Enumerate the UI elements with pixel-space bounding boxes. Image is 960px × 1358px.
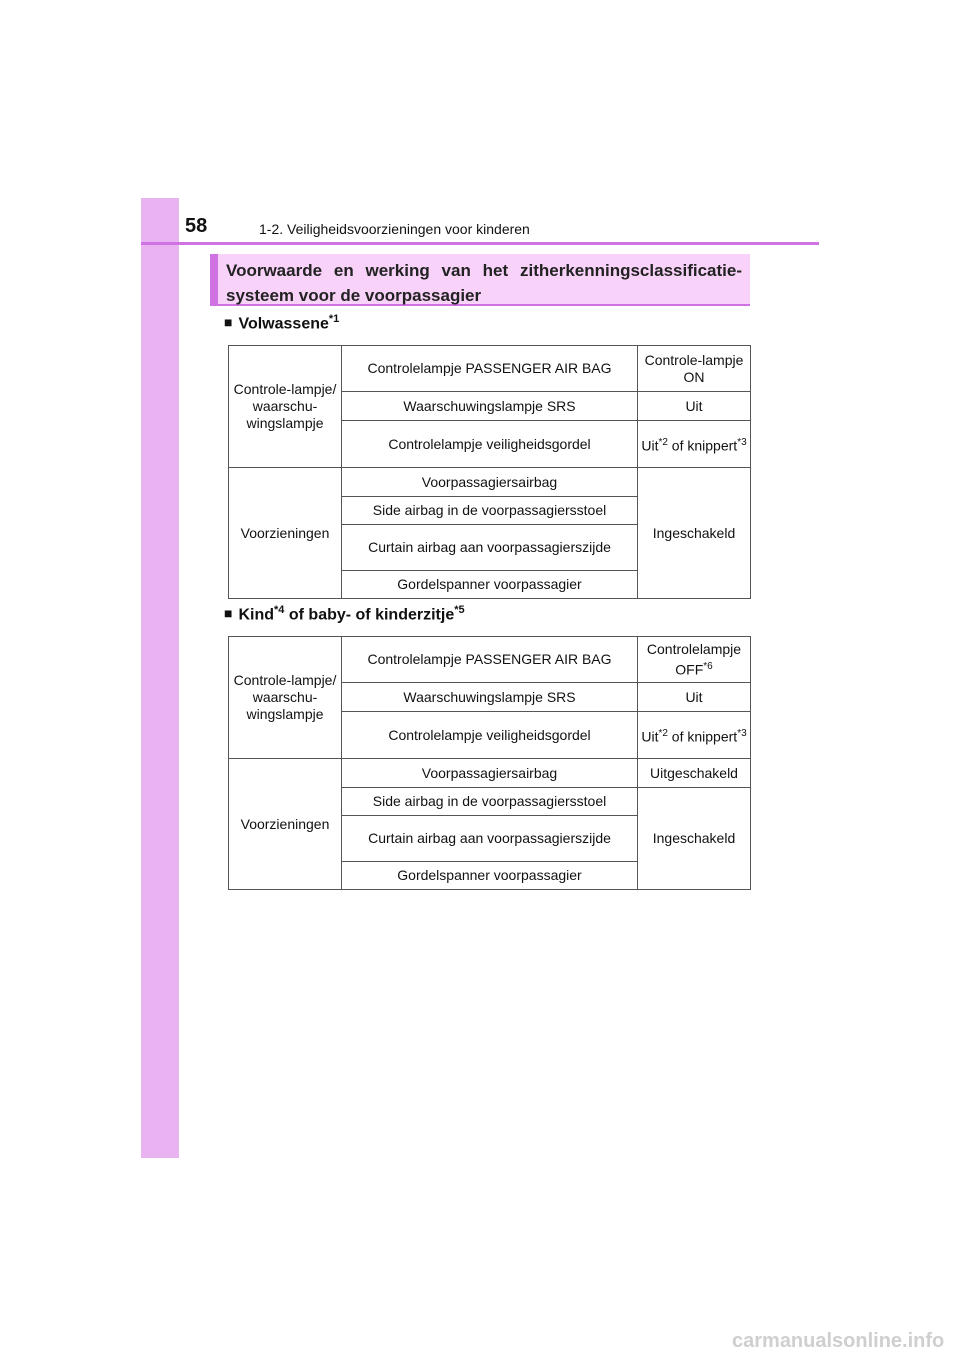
page-number: 58 xyxy=(185,215,208,237)
section-box xyxy=(210,254,750,306)
row-label: Side airbag in de voorpassagiersstoel xyxy=(342,788,638,816)
group-label-lamps: Controle-lampje/ waarschu-wingslampje xyxy=(229,346,342,468)
child-table xyxy=(228,636,751,890)
row-value: Ingeschakeld xyxy=(638,468,751,599)
row-value: Uit xyxy=(638,683,751,712)
child-heading: ■ Kind$^{*4}$ of baby- of kinderzitje$^{*5}$ xyxy=(224,604,465,624)
row-label: Voorpassagiersairbag xyxy=(342,468,638,497)
row-value: Uitgeschakeld xyxy=(638,759,751,788)
group-label-systems: Voorzieningen xyxy=(229,759,342,890)
row-label: Curtain airbag aan voorpassagierszijde xyxy=(342,816,638,862)
row-label: Controlelampje PASSENGER AIR BAG xyxy=(342,637,638,683)
table-row xyxy=(229,468,751,497)
row-value: Ingeschakeld xyxy=(638,788,751,890)
row-label: Controlelampje veiligheidsgordel xyxy=(342,712,638,759)
row-value: Uit xyxy=(638,392,751,421)
row-label: Waarschuwingslampje SRS xyxy=(342,683,638,712)
row-value: Uit$^{*2}$ of knippert$^{*3}$ xyxy=(638,421,751,468)
row-label: Curtain airbag aan voorpassagierszijde xyxy=(342,525,638,571)
header-rule xyxy=(141,242,819,245)
section-title: Voorwaarde en werking van het zitherkenningsclassificatie-systeem voor de voorpassagier xyxy=(226,261,742,305)
adult-heading: ■ Volwassene$^{*1}$ xyxy=(224,313,340,333)
chapter-title: 1-2. Veiligheidsvoorzieningen voor kinderen xyxy=(259,221,530,237)
group-label-lamps: Controle-lampje/ waarschu-wingslampje xyxy=(229,637,342,759)
row-value: Uit$^{*2}$ of knippert$^{*3}$ xyxy=(638,712,751,759)
row-label: Waarschuwingslampje SRS xyxy=(342,392,638,421)
row-value: Controle-lampje ON xyxy=(638,346,751,392)
square-bullet-icon: ■ xyxy=(224,314,233,331)
side-strip xyxy=(141,198,179,1158)
group-label-systems: Voorzieningen xyxy=(229,468,342,599)
table-row xyxy=(229,759,751,788)
row-label: Side airbag in de voorpassagiersstoel xyxy=(342,497,638,525)
adult-table xyxy=(228,345,751,599)
table-row xyxy=(229,346,751,392)
row-label: Controlelampje PASSENGER AIR BAG xyxy=(342,346,638,392)
table-row xyxy=(229,637,751,683)
row-label: Voorpassagiersairbag xyxy=(342,759,638,788)
row-label: Gordelspanner voorpassagier xyxy=(342,862,638,890)
watermark: carmanualsonline.info xyxy=(732,1330,945,1352)
row-label: Gordelspanner voorpassagier xyxy=(342,571,638,599)
row-value: Controlelampje OFF$^{*6}$ xyxy=(638,637,751,683)
square-bullet-icon: ■ xyxy=(224,605,233,622)
row-label: Controlelampje veiligheidsgordel xyxy=(342,421,638,468)
